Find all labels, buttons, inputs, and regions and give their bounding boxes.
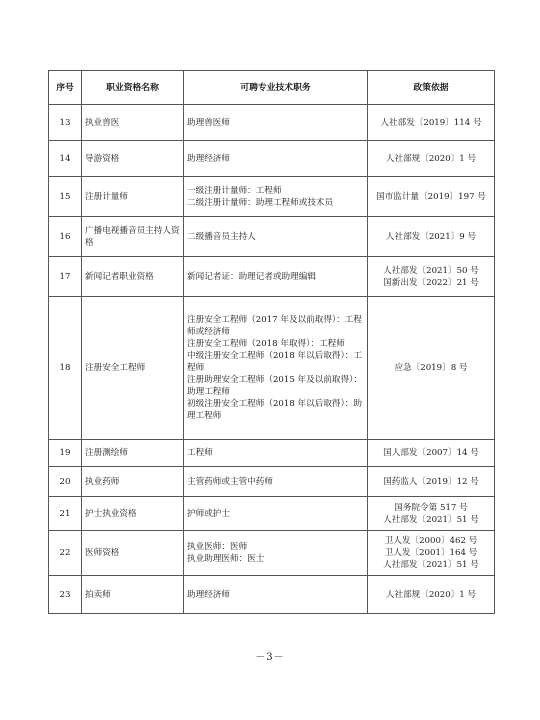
position-line: 主管药师或主管中药师: [187, 476, 273, 487]
table-row: [49, 105, 495, 141]
position-cell: [184, 257, 368, 297]
position-line: 二级播音员主持人: [187, 231, 256, 242]
table-row: [49, 297, 495, 440]
serial-no-cell: 23: [49, 576, 82, 614]
table-row: [49, 440, 495, 467]
position-cell: [184, 217, 368, 257]
position-line: 执业医师：医师: [187, 542, 248, 552]
policy-line: 国务院令第 517 号: [394, 502, 468, 513]
policy-cell: [368, 440, 495, 467]
position-cell: [184, 177, 368, 217]
header-policy-basis: 政策依据: [368, 71, 495, 105]
table-row: [49, 531, 495, 576]
qualification-name-cell: 广播电视播音员主持人资格: [82, 217, 184, 257]
qualification-name-cell: 注册测绘师: [82, 440, 184, 467]
position-cell: [184, 440, 368, 467]
policy-cell: [368, 141, 495, 177]
position-line: 新闻记者证：助理记者或助理编辑: [187, 271, 316, 282]
position-cell: [184, 141, 368, 177]
qualification-name-cell: 注册计量师: [82, 177, 184, 217]
table-row: [49, 467, 495, 497]
table-row: [49, 497, 495, 531]
qualification-name-cell: 护士执业资格: [82, 497, 184, 531]
qualification-table: [48, 70, 495, 614]
position-line: 助理经济师: [187, 153, 230, 164]
policy-cell: [368, 576, 495, 614]
position-cell: [184, 467, 368, 497]
position-cell: [184, 531, 368, 576]
policy-cell: [368, 257, 495, 297]
policy-line: 人社部发〔2021〕9 号: [385, 231, 477, 242]
table-row: [49, 217, 495, 257]
policy-cell: [368, 467, 495, 497]
policy-line: 国药监人〔2019〕12 号: [383, 476, 479, 487]
position-line: 工程师: [187, 448, 213, 458]
header-qualification-name: 职业资格名称: [82, 71, 184, 105]
policy-line: 国市监计量〔2019〕197 号: [376, 191, 486, 202]
table-row: [49, 141, 495, 177]
qualification-name-cell: 拍卖师: [82, 576, 184, 614]
position-line: 二级注册计量师：助理工程师或技术员: [187, 197, 334, 208]
policy-line: 国新出发〔2022〕21 号: [383, 277, 479, 288]
policy-line: 人社部发〔2021〕51 号: [383, 514, 479, 525]
policy-cell: [368, 531, 495, 576]
position-line: 护师或护士: [187, 508, 230, 519]
position-cell: [184, 297, 368, 440]
policy-cell: [368, 297, 495, 440]
policy-line: 国人部发〔2007〕14 号: [383, 448, 479, 458]
position-cell: [184, 105, 368, 141]
policy-line: 卫人发〔2001〕164 号: [384, 548, 478, 558]
policy-cell: [368, 105, 495, 141]
position-line: 中级注册安全工程师（2018 年以后取得）：工程师: [187, 351, 362, 373]
position-line: 助理兽医师: [187, 117, 230, 128]
policy-line: 人社部规〔2020〕1 号: [385, 589, 477, 600]
table-row: [49, 177, 495, 217]
position-line: 初级注册安全工程师（2018 年以后取得）：助理工程师: [187, 399, 362, 421]
serial-no-cell: 20: [49, 467, 82, 497]
serial-no-cell: 19: [49, 440, 82, 467]
policy-cell: [368, 497, 495, 531]
qualification-name-cell: 执业药师: [82, 467, 184, 497]
position-line: 注册助理安全工程师（2015 年及以前取得）：助理工程师: [187, 375, 362, 397]
position-cell: [184, 497, 368, 531]
serial-no-cell: 13: [49, 105, 82, 141]
serial-no-cell: 18: [49, 297, 82, 440]
policy-line: 人社部规〔2020〕1 号: [385, 153, 477, 164]
position-line: 注册安全工程师（2017 年及以前取得）：工程师或经济师: [187, 315, 362, 337]
qualification-name-cell: 医师资格: [82, 531, 184, 576]
header-technical-position: 可聘专业技术职务: [184, 71, 368, 105]
policy-line: 人社部发〔2021〕50 号: [383, 265, 479, 276]
table-header-row: [49, 71, 495, 105]
qualification-name-cell: 导游资格: [82, 141, 184, 177]
table-row: [49, 576, 495, 614]
qualification-name-cell: 新闻记者职业资格: [82, 257, 184, 297]
page-number: －3－: [255, 652, 285, 663]
policy-cell: [368, 177, 495, 217]
policy-line: 应急〔2019〕8 号: [394, 363, 468, 373]
policy-line: 人社部发〔2021〕51 号: [383, 560, 479, 570]
serial-no-cell: 15: [49, 177, 82, 217]
header-serial-no: 序号: [49, 71, 82, 105]
policy-cell: [368, 217, 495, 257]
serial-no-cell: 14: [49, 141, 82, 177]
serial-no-cell: 16: [49, 217, 82, 257]
serial-no-cell: 17: [49, 257, 82, 297]
qualification-name-cell: 执业兽医: [82, 105, 184, 141]
qualification-name-cell: 注册安全工程师: [82, 297, 184, 440]
position-line: 注册安全工程师（2018 年取得）：工程师: [187, 339, 345, 349]
policy-line: 人社部发〔2019〕114 号: [380, 117, 482, 128]
table-row: [49, 257, 495, 297]
serial-no-cell: 22: [49, 531, 82, 576]
position-line: 一级注册计量师：工程师: [187, 185, 282, 196]
position-line: 执业助理医师：医士: [187, 554, 265, 564]
position-line: 助理经济师: [187, 589, 230, 600]
position-cell: [184, 576, 368, 614]
policy-line: 卫人发〔2000〕462 号: [384, 536, 478, 546]
serial-no-cell: 21: [49, 497, 82, 531]
